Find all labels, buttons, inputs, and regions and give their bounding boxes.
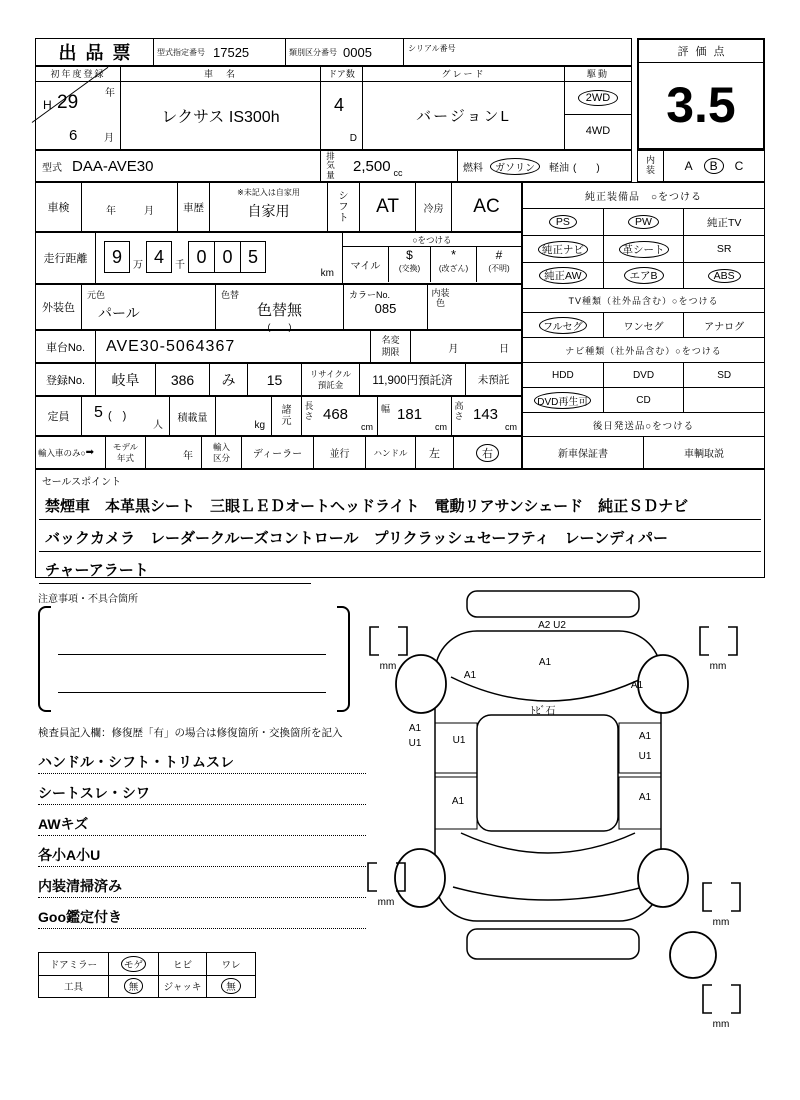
shipping-header: 後日発送品○をつける: [523, 413, 764, 437]
jack-label: ジャッキ: [159, 976, 207, 998]
doors-d: D: [349, 133, 357, 144]
wheel-front-right: [638, 655, 688, 713]
door-rear-right: [619, 777, 661, 829]
doors-value: 4: [334, 95, 345, 115]
mileage-digit: 5: [240, 241, 266, 273]
fuel-gasoline-selected: ガソリン: [490, 158, 540, 175]
bracket-bottom-right: [703, 985, 740, 1013]
mm-unit-label: mm: [709, 661, 727, 672]
mileage-digit: 0: [214, 241, 240, 273]
cabin-outline: [477, 715, 618, 831]
equip-abs: ABS: [684, 263, 764, 288]
tv-analog: アナログ: [704, 321, 745, 333]
equip-oem-tv: 純正TV: [706, 216, 742, 229]
rear-window-line: [461, 833, 635, 853]
blank-rule-line: [58, 654, 326, 655]
mirror-moge: モゲ: [109, 953, 159, 975]
reg-no-label: 登録No.: [36, 364, 96, 395]
damage-front-bumper-mark: A2 U2: [538, 620, 566, 631]
drive-4wd: 4WD: [585, 125, 611, 137]
table-row: [39, 976, 255, 998]
name-change-date: 月 日: [448, 344, 509, 355]
score-label: 評価点: [639, 40, 763, 63]
equip-leather-seat: 革シート: [604, 236, 685, 262]
color-change-paren: ( ): [267, 322, 292, 332]
tv-oneseg: ワンセグ: [604, 313, 685, 337]
door-mirror-label: ドアミラー: [39, 953, 109, 975]
first-reg-value: 年 H 29 6 月: [36, 82, 120, 148]
mileage-row: [35, 232, 522, 284]
capacity-value: 5 ( ) 人: [82, 397, 170, 435]
import-row: [35, 436, 522, 469]
wheel-rear-right: [638, 849, 688, 907]
tv-fullseg: フルセグ: [523, 313, 604, 337]
mm-unit-label: mm: [379, 661, 397, 672]
capacity-label: 定員: [36, 397, 82, 435]
mileage-label: 走行距離: [36, 233, 96, 283]
damage-mark-a1: A1: [408, 723, 422, 734]
inspector-note: AWキズ: [38, 805, 366, 836]
notes-box: [38, 606, 350, 712]
import-dealer: ディーラー: [242, 437, 314, 468]
mileage-digit: 0: [188, 241, 214, 273]
blank-rule-line: [58, 692, 326, 693]
inspector-note: 内装清掃済み: [38, 867, 366, 898]
form-title: 出品票: [58, 43, 140, 63]
color-change-label: 色替: [221, 290, 240, 300]
shaken-label: 車検: [36, 183, 82, 231]
class-code-value: 0005: [343, 44, 372, 60]
ext-color-label: 外装色: [36, 285, 82, 329]
mile-label: マイル: [343, 247, 389, 282]
import-parallel: 並行: [314, 437, 366, 468]
interior-label: 内装: [638, 151, 664, 181]
vin-value: AVE30-5064367: [106, 337, 236, 355]
notes-label: 注意事項・不具合箇所: [38, 594, 138, 605]
handle-label: ハンドル: [366, 437, 416, 468]
damage-mark-u1: U1: [408, 738, 422, 749]
payload-value: kg: [216, 397, 272, 435]
inspector-label: 検査員記入欄：修復歴「有」の場合は修復箇所・交換箇所を記入: [38, 727, 343, 739]
damage-mark-a1: A1: [638, 792, 652, 803]
model-label: 型式: [42, 162, 62, 174]
drive-label: 駆動: [565, 67, 631, 82]
model-value: DAA-AVE30: [72, 157, 154, 175]
mm-unit-label: mm: [377, 897, 395, 908]
reg-no-number: 386: [156, 364, 210, 395]
equip-oem-aw: 純正AW: [523, 263, 604, 288]
score-box: [637, 38, 765, 150]
mileage-value: 9 万 4 千 0 0 5 km: [96, 233, 343, 283]
reg-no-row: [35, 363, 522, 396]
color-no-label: カラーNo.: [349, 290, 391, 300]
shift-value: AT: [360, 183, 416, 231]
sales-line-1: 禁煙車 本革黒シート 三眼ＬＥＤオートヘッドライト 電動リアサンシェード 純正ＳＤナビ: [39, 488, 761, 520]
history-value: 自家用: [247, 203, 290, 219]
capacity-row: [35, 396, 522, 436]
score-value: 3.5: [666, 77, 736, 133]
jack-none-selected: 無: [207, 976, 255, 998]
shipping-warranty: 新車保証書: [523, 437, 644, 468]
tools-none-selected: 無: [109, 976, 159, 998]
serial-label: シリアル番号: [408, 44, 456, 53]
inspector-note: 各小A小U: [38, 836, 366, 867]
circle-note: ○をつける: [343, 233, 521, 247]
navi-empty-cell: [684, 388, 764, 412]
front-bumper: [467, 591, 639, 617]
bracket-mid-right: [703, 883, 740, 911]
car-name-value: レクサス IS300h: [161, 108, 280, 126]
equipment-header: 純正装備品 ○をつける: [523, 183, 764, 209]
recycle-label: リサイクル 預託金: [302, 364, 360, 395]
spec-height: 高さ 143 cm: [454, 401, 517, 432]
model-code-value: 17525: [213, 44, 250, 60]
displacement-value: 2,500: [353, 157, 391, 175]
equip-oem-navi: 純正ナビ: [523, 236, 604, 262]
rear-bumper: [467, 929, 639, 959]
door-front-left: [435, 723, 477, 773]
damage-mark-u1: U1: [452, 735, 466, 746]
model-row: [35, 150, 632, 182]
right-bracket: [337, 606, 350, 712]
fuel-label: 燃料: [463, 162, 483, 174]
mm-unit-label: mm: [712, 917, 730, 928]
interior-grade-row: [637, 150, 765, 182]
damage-mark-a1: A1: [451, 796, 465, 807]
specs-label: 諸元: [272, 397, 302, 435]
tools-label: 工具: [39, 976, 109, 998]
displacement-label: 排気量: [326, 150, 335, 180]
reg-no-kana: み: [210, 364, 248, 395]
reg-no-serial: 15: [248, 364, 302, 395]
import-type-label: 輸入 区分: [202, 437, 242, 468]
history-label: 車歴: [178, 183, 210, 231]
mile-check-table: ○をつける マイル $ (交換) * (改ざん) # (不明): [343, 233, 521, 283]
fuel-diesel: 軽油: [549, 162, 569, 174]
equip-pw: PW: [604, 209, 685, 235]
interior-grade-a: A: [684, 159, 693, 173]
bracket-top-right: [700, 627, 737, 655]
mm-unit-label: mm: [712, 1019, 730, 1030]
spec-width: 幅 181 cm: [378, 397, 452, 435]
drive-2wd-selected: 2WD: [578, 90, 618, 106]
mileage-unit: km: [320, 268, 334, 279]
sales-line-3: チャーアラート: [39, 552, 311, 584]
model-year-label: モデル 年式: [106, 437, 146, 468]
wheel-front-left: [396, 655, 446, 713]
payload-label: 積載量: [170, 397, 216, 435]
mirror-ware: ワレ: [221, 959, 241, 971]
base-color-label: 元色: [87, 290, 106, 300]
damage-mark-a1: A1: [538, 657, 552, 668]
name-change-label: 名変 期限: [371, 331, 411, 362]
recycle-undeposited: 未預託: [477, 374, 510, 386]
grade-label: グレード: [363, 67, 564, 82]
navi-hdd: HDD: [523, 363, 604, 387]
interior-grade-c: C: [734, 159, 744, 173]
color-change-value: 色替無: [256, 302, 302, 319]
shift-label: シフト: [328, 183, 360, 231]
inspector-note: Goo鑑定付き: [38, 898, 366, 929]
recycle-deposited: 11,900円預託済: [360, 364, 466, 395]
mirror-tools-table: [38, 952, 256, 998]
model-year-value: 年: [146, 437, 202, 468]
inspection-row: [35, 182, 522, 232]
sales-points-label: セールスポイント: [42, 477, 122, 488]
bracket-top-left: [370, 627, 407, 655]
handle-right-selected: 右: [476, 444, 499, 462]
navi-dvd: DVD: [604, 363, 685, 387]
color-no-value: 085: [374, 301, 397, 316]
mileage-digit: 9: [104, 241, 130, 273]
inspector-note: ハンドル・シフト・トリムスレ: [38, 743, 366, 774]
navi-type-header: ナビ種類（社外品含む）○をつける: [523, 338, 764, 363]
vin-row: [35, 330, 522, 363]
damage-mark-u1: U1: [638, 751, 652, 762]
exterior-color-row: [35, 284, 522, 330]
fuel-paren: ( ): [573, 162, 600, 174]
cooling-label: 冷房: [416, 183, 452, 231]
first-reg-label: 初年度登録: [36, 67, 120, 82]
displacement-unit: cc: [393, 168, 403, 178]
inspector-note: シートスレ・シワ: [38, 774, 366, 805]
equip-ps: PS: [523, 209, 604, 235]
handle-left: 左: [416, 437, 454, 468]
left-bracket: [38, 606, 51, 712]
mirror-hibi: ヒビ: [159, 953, 207, 975]
import-only-label: 輸入車のみ○ ➡: [36, 437, 106, 468]
base-color-value: パール: [98, 305, 140, 321]
mileage-digit: 4: [146, 241, 172, 273]
reg-no-area: 岐阜: [96, 364, 156, 395]
sales-line-2: バックカメラ レーダークルーズコントロール プリクラッシュセーフティ レーンディパー: [39, 520, 761, 552]
stone-chip-mark: ﾄﾋﾞ石: [530, 706, 556, 717]
shipping-manual: 車輌取説: [684, 449, 724, 460]
damage-mark-a1: A1: [638, 731, 652, 742]
car-name-label: 車 名: [121, 67, 320, 82]
windshield-line: [451, 677, 645, 701]
damage-mark-a1: A1: [463, 670, 477, 681]
equip-airbag: エアB: [604, 263, 685, 288]
model-code-label: 型式指定番号: [157, 47, 205, 57]
navi-dvd-playback: DVD再生可: [523, 388, 604, 412]
vehicle-identity-row: [35, 66, 632, 150]
sales-points: [35, 469, 765, 578]
wheel-rear-left: [395, 849, 445, 907]
form-header-row: [35, 38, 632, 66]
interior-color-label: 内装色: [431, 288, 450, 308]
grade-value: バージョンL: [416, 107, 511, 125]
table-row: [39, 953, 255, 976]
class-code-label: 類別区分番号: [289, 47, 337, 57]
car-damage-diagram: [355, 583, 770, 1033]
spec-length: 長さ 468 cm: [302, 397, 378, 435]
trunk-line: [453, 887, 643, 900]
shaken-value: 年 月: [82, 183, 178, 231]
damage-mark-a1: A1: [630, 680, 644, 691]
navi-cd: CD: [604, 388, 685, 412]
interior-grade-b-selected: B: [704, 158, 724, 174]
equipment-panel: [522, 182, 765, 469]
tv-type-header: TV種類（社外品含む）○をつける: [523, 289, 764, 313]
arrow-right-icon: ➡: [85, 447, 95, 458]
cooling-value: AC: [473, 196, 500, 217]
doors-label: ドア数: [321, 67, 362, 82]
equip-sunroof: SR: [716, 243, 732, 255]
vin-label: 車台No.: [36, 331, 96, 362]
spare-wheel-circle: [670, 932, 716, 978]
navi-sd: SD: [717, 369, 732, 381]
history-note: ※未記入は自家用: [237, 188, 300, 197]
